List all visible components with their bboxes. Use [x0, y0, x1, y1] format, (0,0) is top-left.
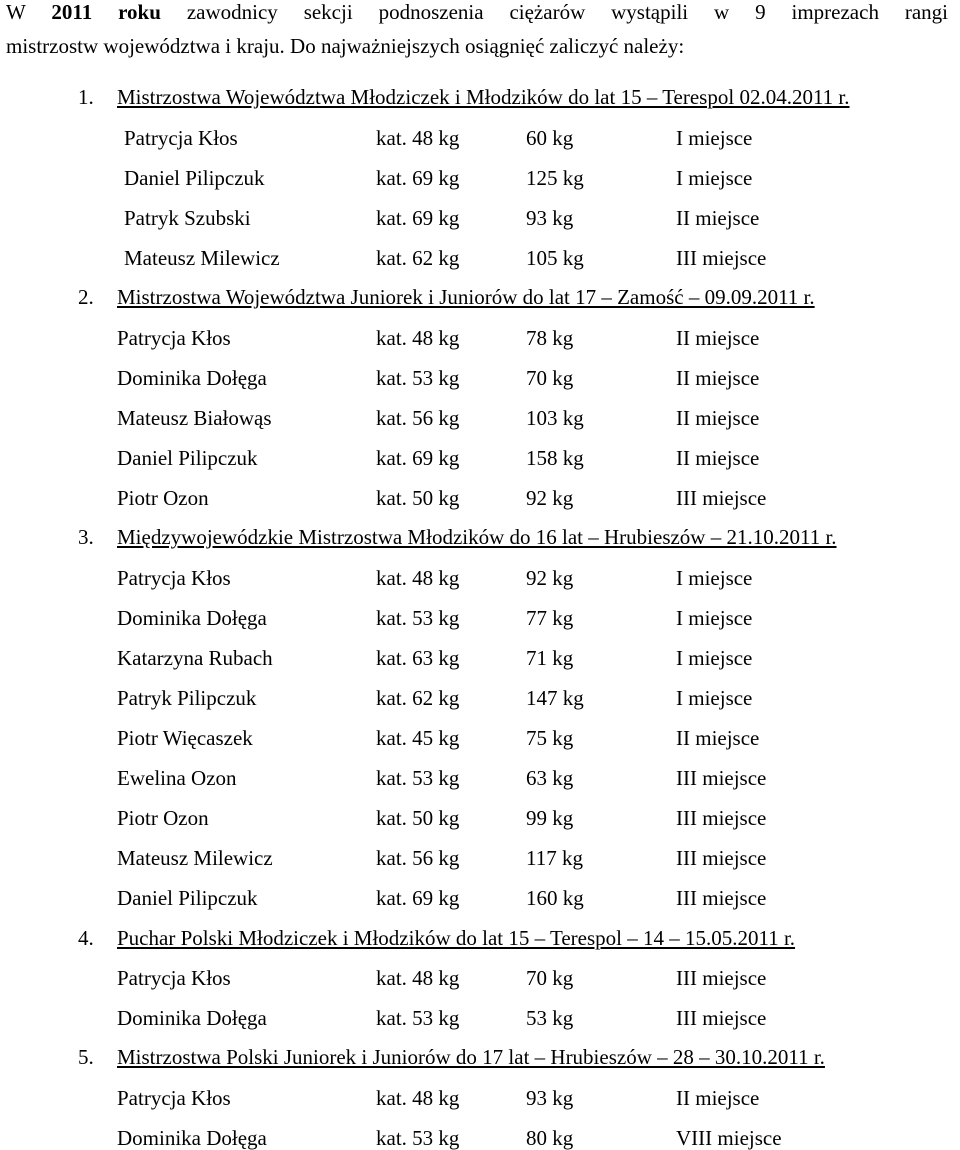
section-title: Mistrzostwa Województwa Młodziczek i Młodzików do lat 15 – Terespol 02.04.2011 r.: [117, 85, 850, 109]
athlete-name: Patryk Pilipczuk: [117, 686, 257, 710]
place: II miejsce: [676, 446, 760, 470]
result: 77 kg: [526, 606, 574, 630]
section-title: Międzywojewódzkie Mistrzostwa Młodzików do 16 lat – Hrubieszów – 21.10.2011 r.: [117, 525, 837, 549]
result: 105 kg: [526, 246, 584, 270]
athlete-name: Dominika Dołęga: [117, 366, 267, 390]
place: III miejsce: [676, 886, 767, 910]
weight-category: kat. 69 kg: [376, 886, 460, 910]
athlete-name: Patrycja Kłos: [117, 1086, 231, 1110]
result: 75 kg: [526, 726, 574, 750]
result: 99 kg: [526, 806, 574, 830]
result: 117 kg: [526, 846, 583, 870]
weight-category: kat. 62 kg: [376, 246, 460, 270]
place: III miejsce: [676, 486, 767, 510]
result: 93 kg: [526, 206, 574, 230]
weight-category: kat. 50 kg: [376, 806, 460, 830]
intro-roku: roku: [118, 0, 161, 24]
place: III miejsce: [676, 766, 767, 790]
result: 92 kg: [526, 486, 574, 510]
weight-category: kat. 53 kg: [376, 766, 460, 790]
athlete-name: Patrycja Kłos: [124, 126, 238, 150]
place: VIII miejsce: [676, 1126, 782, 1150]
weight-category: kat. 50 kg: [376, 486, 460, 510]
weight-category: kat. 62 kg: [376, 686, 460, 710]
place: I miejsce: [676, 166, 753, 190]
intro-rest: zawodnicy sekcji podnoszenia ciężarów wystąpili w 9 imprezach rangi: [186, 0, 949, 24]
place: III miejsce: [676, 966, 767, 990]
athlete-name: Mateusz Białowąs: [117, 406, 272, 430]
section-title: Mistrzostwa Województwa Juniorek i Juniorów do lat 17 – Zamość – 09.09.2011 r.: [117, 285, 815, 309]
section-number: 1.: [78, 85, 94, 109]
weight-category: kat. 69 kg: [376, 206, 460, 230]
result: 93 kg: [526, 1086, 574, 1110]
intro-word: W: [6, 0, 26, 24]
section-number: 4.: [78, 926, 94, 950]
place: II miejsce: [676, 726, 760, 750]
section-number: 5.: [78, 1045, 94, 1069]
weight-category: kat. 56 kg: [376, 846, 460, 870]
athlete-name: Daniel Pilipczuk: [117, 886, 258, 910]
athlete-name: Mateusz Milewicz: [117, 846, 273, 870]
weight-category: kat. 53 kg: [376, 1006, 460, 1030]
athlete-name: Katarzyna Rubach: [117, 646, 273, 670]
weight-category: kat. 53 kg: [376, 606, 460, 630]
athlete-name: Patrycja Kłos: [117, 566, 231, 590]
section-number: 3.: [78, 525, 94, 549]
section-number: 2.: [78, 285, 94, 309]
place: II miejsce: [676, 1086, 760, 1110]
result: 160 kg: [526, 886, 584, 910]
weight-category: kat. 48 kg: [376, 326, 460, 350]
result: 70 kg: [526, 366, 574, 390]
place: I miejsce: [676, 646, 753, 670]
place: III miejsce: [676, 806, 767, 830]
place: II miejsce: [676, 206, 760, 230]
section-title: Puchar Polski Młodziczek i Młodzików do lat 15 – Terespol – 14 – 15.05.2011 r.: [117, 926, 796, 950]
result: 70 kg: [526, 966, 574, 990]
result: 60 kg: [526, 126, 574, 150]
result: 53 kg: [526, 1006, 574, 1030]
intro-line-2: mistrzostw województwa i kraju. Do najważniejszych osiągnięć zaliczyć należy:: [6, 34, 685, 58]
result: 125 kg: [526, 166, 584, 190]
place: I miejsce: [676, 566, 753, 590]
athlete-name: Piotr Ozon: [117, 806, 209, 830]
section-title: Mistrzostwa Polski Juniorek i Juniorów do 17 lat – Hrubieszów – 28 – 30.10.2011 r.: [117, 1045, 825, 1069]
place: III miejsce: [676, 846, 767, 870]
place: II miejsce: [676, 366, 760, 390]
athlete-name: Dominika Dołęga: [117, 1126, 267, 1150]
weight-category: kat. 53 kg: [376, 1126, 460, 1150]
athlete-name: Patryk Szubski: [124, 206, 251, 230]
place: I miejsce: [676, 686, 753, 710]
weight-category: kat. 48 kg: [376, 126, 460, 150]
weight-category: kat. 53 kg: [376, 366, 460, 390]
weight-category: kat. 56 kg: [376, 406, 460, 430]
result: 158 kg: [526, 446, 584, 470]
place: III miejsce: [676, 246, 767, 270]
result: 103 kg: [526, 406, 584, 430]
result: 147 kg: [526, 686, 584, 710]
place: I miejsce: [676, 606, 753, 630]
result: 92 kg: [526, 566, 574, 590]
athlete-name: Piotr Ozon: [117, 486, 209, 510]
weight-category: kat. 69 kg: [376, 166, 460, 190]
athlete-name: Daniel Pilipczuk: [124, 166, 265, 190]
athlete-name: Ewelina Ozon: [117, 766, 237, 790]
intro-line-1: [6, 2, 948, 23]
weight-category: kat. 48 kg: [376, 566, 460, 590]
athlete-name: Dominika Dołęga: [117, 1006, 267, 1030]
weight-category: kat. 69 kg: [376, 446, 460, 470]
result: 63 kg: [526, 766, 574, 790]
weight-category: kat. 45 kg: [376, 726, 460, 750]
intro-year: 2011: [51, 0, 93, 24]
athlete-name: Daniel Pilipczuk: [117, 446, 258, 470]
place: I miejsce: [676, 126, 753, 150]
result: 80 kg: [526, 1126, 574, 1150]
weight-category: kat. 63 kg: [376, 646, 460, 670]
weight-category: kat. 48 kg: [376, 966, 460, 990]
athlete-name: Patrycja Kłos: [117, 326, 231, 350]
result: 71 kg: [526, 646, 574, 670]
result: 78 kg: [526, 326, 574, 350]
weight-category: kat. 48 kg: [376, 1086, 460, 1110]
athlete-name: Patrycja Kłos: [117, 966, 231, 990]
place: II miejsce: [676, 326, 760, 350]
athlete-name: Mateusz Milewicz: [124, 246, 280, 270]
athlete-name: Dominika Dołęga: [117, 606, 267, 630]
athlete-name: Piotr Więcaszek: [117, 726, 253, 750]
place: III miejsce: [676, 1006, 767, 1030]
place: II miejsce: [676, 406, 760, 430]
